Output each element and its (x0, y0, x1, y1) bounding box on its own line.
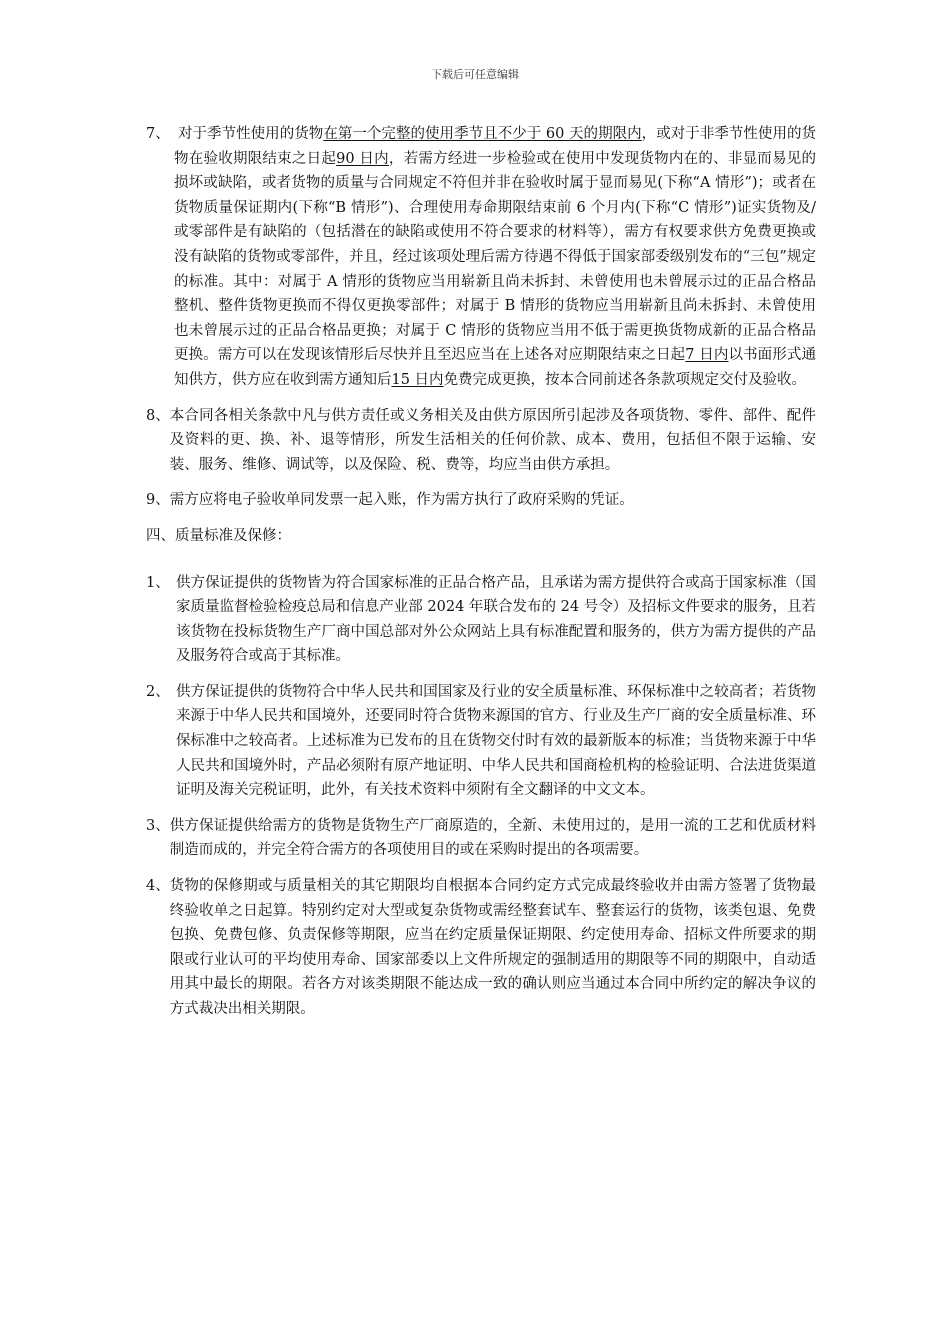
quality-clause-3 (146, 814, 816, 863)
clause-number: 2、 (146, 683, 170, 700)
clause-9 (146, 488, 816, 513)
clause-number: 9、 (146, 492, 170, 509)
clause-text: 货物的保修期或与质量相关的其它期限均自根据本合同约定方式完成最终验收并由需方签署了货物最终验收单之日起算。特别约定对大型或复杂货物或需经整套试车、整套运行的货物，该类包退、免费包换、免费包修、负责保修等期限，应当在约定质量保证期限、约定使用寿命、招标文件所要求的期限或行业认可的平均使用寿命、国家部委以上文件所规定的强制适用的期限等不同的期限中，自动适用其中最长的期限。若各方对该类期限不能达成一致的确认则应当通过本合同中所约定的解决争议的方式裁决出相关期限。 (169, 878, 816, 1017)
clause-7 (146, 122, 816, 393)
section-heading: 四、质量标准及保修： (146, 527, 291, 544)
clause-8 (146, 404, 816, 478)
clause-text: 本合同各相关条款中凡与供方责任或义务相关及由供方原因所引起涉及各项货物、零件、部件、配件及资料的更、换、补、退等情形，所发生活相关的任何价款、成本、费用，包括但不限于运输、安装、服务、维修、调试等，以及保险、税、费等，均应当由供方承担。 (169, 407, 816, 473)
quality-clause-1 (146, 571, 816, 669)
page-header-note: 下载后可任意编辑 (431, 68, 519, 81)
clause-text: 供方保证提供的货物符合中华人民共和国国家及行业的安全质量标准、环保标准中之较高者；若货物来源于中华人民共和国境外，还要同时符合货物来源国的官方、行业及生产厂商的安全质量标准、环保标准中之较高者。上述标准为已发布的且在货物交付时有效的最新版本的标准；当货物来源于中华人民共和国境外时，产品必须附有原产地证明、中华人民共和国商检机构的检验证明、合法进货渠道证明及海关完税证明，此外，有关技术资料中须附有全文翻译的中文文本。 (176, 683, 816, 799)
document-body (146, 122, 816, 1033)
clause-text: 对于季节性使用的货物在第一个完整的使用季节且不少于 60 天的期限内，或对于非季节性使用的货物在验收期限结束之日起90 日内，若需方经进一步检验或在使用中发现货物内在的、非显而易见的损坏或缺陷，或者货物的质量与合同规定不符但并非在验收时属于显而易见(下称“A 情形”)；或者在货物质量保证期内(下称“B 情形”)、合理使用寿命期限结束前 6 个月内(下称“C 情形”)证实货物及/或零部件是有缺陷的（包括潜在的缺陷或使用不符合要求的材料等），需方有权要求供方免费更换或没有缺陷的货物或零部件，并且，经过该项处理后需方待遇不得低于国家部委级别发布的“三包”规定的标准。其中：对属于 A 情形的货物应当用崭新且尚未拆封、未曾使用也未曾展示过的正品合格品整机、整件货物更换而不得仅更换零部件；对属于 B 情形的货物应当用崭新且尚未拆封、未曾使用也未曾展示过的正品合格品更换；对属于 C 情形的货物应当用不低于需更换货物成新的正品合格品更换。需方可以在发现该情形后尽快并且至迟应当在上述各对应期限结束之日起7 日内以书面形式通知供方，供方应在收到需方通知后15 日内免费完成更换，按本合同前述各条款项规定交付及验收。 (174, 126, 817, 388)
clause-number: 1、 (146, 574, 170, 591)
clause-number: 3、 (146, 817, 170, 834)
clause-text: 供方保证提供的货物皆为符合国家标准的正品合格产品，且承诺为需方提供符合或高于国家标准（国家质量监督检验检疫总局和信息产业部 2024 年联合发布的 24 号令）及招标文件要求的服务，且若该货物在投标货物生产厂商中国总部对外公众网站上具有标准配置和服务的，供方为需方提供的产品及服务符合或高于其标准。 (176, 574, 816, 665)
clause-number: 7、 (146, 126, 170, 142)
quality-clause-2 (146, 680, 816, 803)
clause-number: 8、 (146, 407, 170, 424)
clause-text: 需方应将电子验收单同发票一起入账，作为需方执行了政府采购的凭证。 (169, 492, 634, 509)
clause-text: 供方保证提供给需方的货物是货物生产厂商原造的，全新、未使用过的，是用一流的工艺和优质材料制造而成的，并完全符合需方的各项使用目的或在采购时提出的各项需要。 (169, 817, 816, 859)
clause-number: 4、 (146, 878, 170, 895)
quality-clause-4 (146, 874, 816, 1022)
